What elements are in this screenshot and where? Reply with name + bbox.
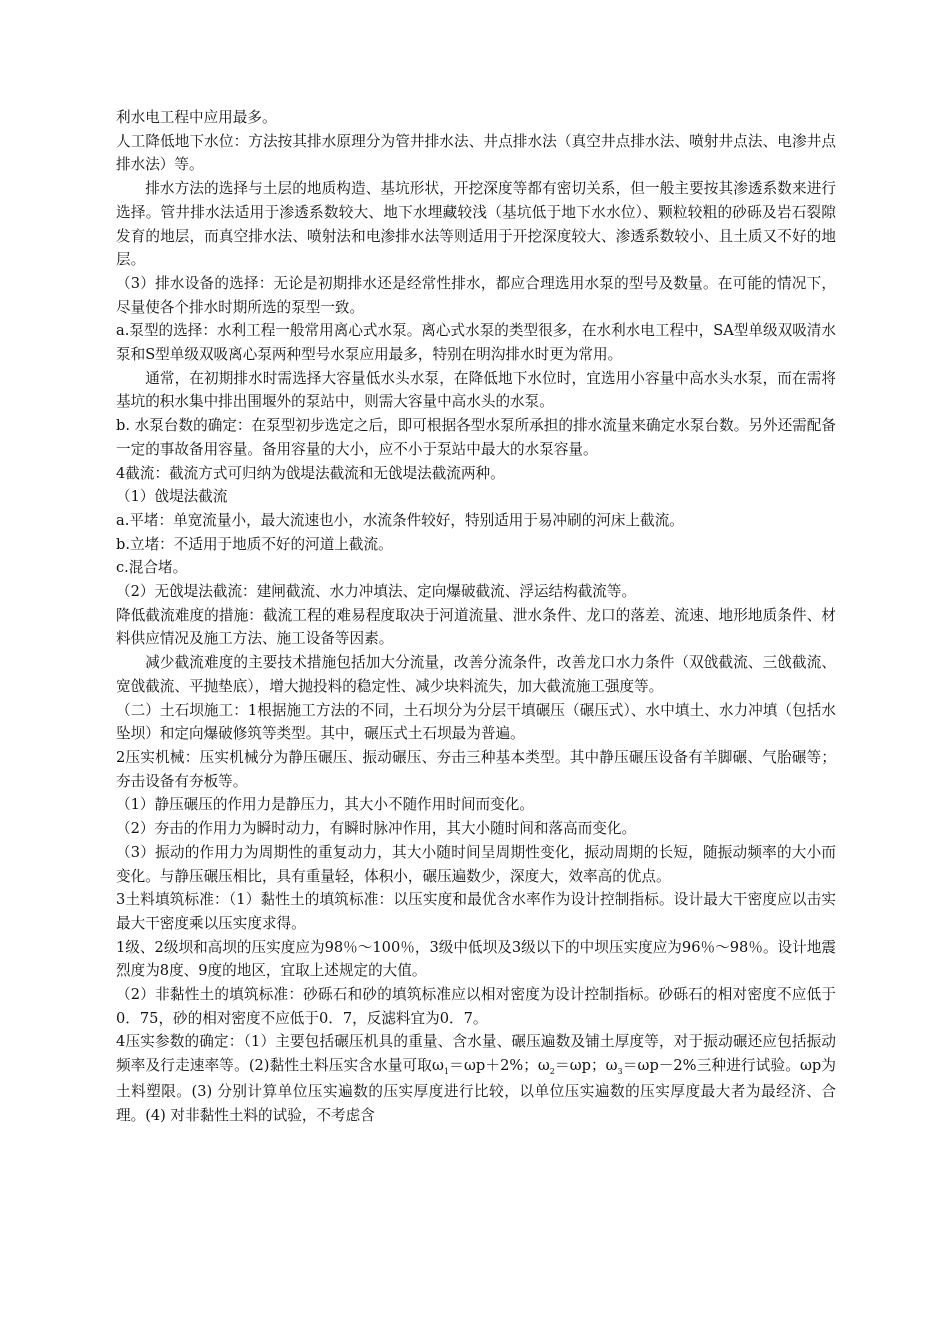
text-run: ＝ωp；ω: [554, 1057, 618, 1075]
paragraph: （3）排水设备的选择：无论是初期排水还是经常性排水，都应合理选用水泵的型号及数量。在可能的情况下，尽量使各个排水时期所选的泵型一致。: [116, 274, 836, 316]
paragraph: 利水电工程中应用最多。: [116, 109, 277, 126]
paragraph: 降低截流难度的措施：截流工程的难易程度取决于河道流量、泄水条件、龙口的落差、流速、地形地质条件、材料供应情况及施工方法、施工设备等因素。: [116, 606, 836, 648]
text-run: ＝ωp－2%三种进行试验。ωp为土料塑限。(3) 分别计算单位压实遍数的压实厚度进行比较，以单位压实遍数的压实厚度最大者为最经济、合理。(4) 对非黏性土料的试验，不考虑含: [116, 1057, 837, 1124]
paragraph: c.混合堵。: [116, 559, 188, 577]
document-body: [116, 106, 836, 1127]
text-run: ＝ωp＋2%；ω: [449, 1057, 550, 1075]
paragraph: 排水方法的选择与土层的地质构造、基坑形状，开挖深度等都有密切关系，但一般主要按其渗透系数来进行选择。管井排水法适用于渗透系数较大、地下水埋藏较浅（基坑低于地下水水位）、颗粒较粗的砂砾及岩石裂隙发育的地层，而真空排水法、喷射法和电渗排水法等则适用于开挖深度较大、渗透系数较小、且土质又不好的地层。: [116, 180, 836, 269]
paragraph: 1级、2级坝和高坝的压实度应为98％～100％，3级中低坝及3级以下的中坝压实度应为96％～98％。设计地震烈度为8度、9度的地区，宜取上述规定的大值。: [116, 938, 836, 980]
paragraph: 2压实机械：压实机械分为静压碾压、振动碾压、夯击三种基本类型。其中静压碾压设备有羊脚碾、气胎碾等；夯击设备有夯板等。: [116, 748, 836, 790]
paragraph: （2）夯击的作用力为瞬时动力，有瞬时脉冲作用，其大小随时间和落高而变化。: [116, 820, 637, 838]
paragraph: （3）振动的作用力为周期性的重复动力，其大小随时间呈周期性变化，振动周期的长短，随振动频率的大小而变化。与静压碾压相比，具有重量轻，体积小，碾压遍数少，深度大，效率高的优点。: [116, 843, 836, 885]
subscript: 3: [617, 1067, 623, 1077]
paragraph: a.泵型的选择：水利工程一般常用离心式水泵。离心式水泵的类型很多，在水利水电工程中，SA型单级双吸清水泵和S型单级双吸离心泵两种型号水泵应用最多，特别在明沟排水时更为常用。: [116, 322, 836, 364]
paragraph: 减少截流难度的主要技术措施包括加大分流量，改善分流条件，改善龙口水力条件（双戗截流、三戗截流、宽戗截流、平抛垫底），增大抛投料的稳定性、减少块料流失，加大截流施工强度等。: [116, 654, 836, 695]
paragraph: （1）静压碾压的作用力是静压力，其大小不随作用时间而变化。: [116, 796, 534, 814]
paragraph: b.立堵：不适用于地质不好的河道上截流。: [116, 535, 393, 553]
paragraph: （2）无戗堤法截流：建闸截流、水力冲填法、定向爆破截流、浮运结构截流等。: [116, 583, 637, 601]
paragraph: （2）非黏性土的填筑标准：砂砾石和砂的填筑标准应以相对密度为设计控制指标。砂砾石的相对密度不应低于0．75，砂的相对密度不应低于0．7，反滤料宜为0．7。: [116, 986, 836, 1027]
paragraph: 人工降低地下水位：方法按其排水原理分为管井排水法、井点排水法（真空井点排水法、喷射井点法、电渗井点排水法）等。: [116, 132, 836, 174]
paragraph: （二）土石坝施工：1根据施工方法的不同，土石坝分为分层干填碾压（碾压式）、水中填土、水力冲填（包括水坠坝）和定向爆破修筑等类型。其中，碾压式土石坝最为普遍。: [116, 701, 836, 743]
paragraph: 通常，在初期排水时需选择大容量低水头水泵，在降低地下水位时，宜选用小容量中高水头水泵，而在需将基坑的积水集中排出围堰外的泵站中，则需大容量中高水头的水泵。: [116, 369, 836, 411]
paragraph: （1）戗堤法截流: [116, 488, 228, 506]
paragraph: 4截流：截流方式可归纳为戗堤法截流和无戗堤法截流两种。: [116, 464, 505, 482]
subscript: 1: [443, 1067, 450, 1077]
paragraph-compaction-parameters: [116, 1030, 836, 1127]
paragraph: 3土料填筑标准：（1）黏性土的填筑标准：以压实度和最优含水率作为设计控制指标。设计最大干密度应以击实最大干密度乘以压实度求得。: [116, 891, 836, 932]
text-run: 4压实参数的确定：（1）主要包括碾压机具的重量、含水量、碾压遍数及铺土厚度等，对于振动碾还应包括振动频率及行走速率等。(2)黏性土料压实含水量可取ω: [116, 1033, 836, 1075]
paragraph: a.平堵：单宽流量小，最大流速也小，水流条件较好，特别适用于易冲刷的河床上截流。: [116, 511, 684, 529]
paragraph: b. 水泵台数的确定：在泵型初步选定之后，即可根据各型水泵所承担的排水流量来确定水泵台数。另外还需配备一定的事故备用容量。备用容量的大小，应不小于泵站中最大的水泵容量。: [116, 417, 836, 458]
subscript: 2: [549, 1067, 555, 1077]
